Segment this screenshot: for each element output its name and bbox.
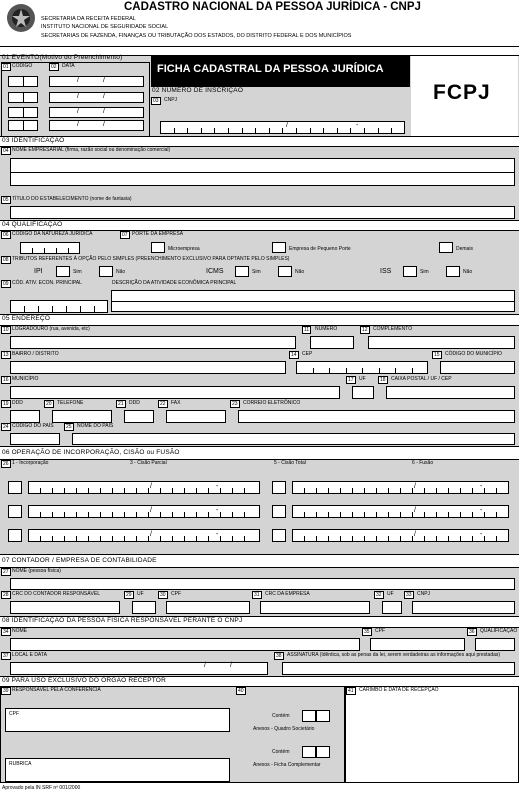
icms-nao-checkbox[interactable] [278,266,292,277]
iss-nao-checkbox[interactable] [446,266,460,277]
agency-line-1: SECRETARIA DA RECEITA FEDERAL [41,16,136,22]
section-09-title: 09 PARA USO EXCLUSIVO DO ÓRGÃO RECEPTOR [2,677,166,684]
operacao-cnpj-input[interactable] [28,529,260,542]
operacao-cnpj-input[interactable] [28,505,260,518]
qualificacao-input[interactable] [475,638,515,651]
operacao-tipo-checkbox[interactable] [8,505,22,518]
fcpj-label: FCPJ [433,81,491,104]
section-04-title: 04 QUALIFICAÇÃO [2,221,63,228]
section-06-title: 06 OPERAÇÃO DE INCORPORAÇÃO, CISÃO ou FUSÃO [2,449,180,456]
porte-micro-checkbox[interactable] [151,242,165,253]
porte-epp-checkbox[interactable] [272,242,286,253]
section-08-title: 08 IDENTIFICAÇÃO DA PESSOA FÍSICA RESPONSÁVEL PERANTE O CNPJ [2,617,243,624]
anexos-qs-digit-2[interactable] [316,710,330,722]
section-05-title: 05 ENDEREÇO [2,315,51,322]
crc-empresa-uf-input[interactable] [382,601,402,614]
operacao-tipo-checkbox[interactable] [272,481,286,494]
operacao-tipo-checkbox[interactable] [8,529,22,542]
section-02-title: 02 NÚMERO DE INSCRIÇÃO [152,87,244,94]
titulo-estabelecimento-input[interactable] [10,206,515,219]
operacao-tipo-checkbox[interactable] [272,505,286,518]
nome-pais-input[interactable] [72,433,515,445]
contador-cnpj-input[interactable] [412,601,515,614]
icms-sim-checkbox[interactable] [235,266,249,277]
porte-demais-checkbox[interactable] [439,242,453,253]
conferencia-cpf-input[interactable] [5,708,230,732]
numero-input[interactable] [310,336,354,349]
ipi-nao-checkbox[interactable] [99,266,113,277]
responsavel-nome-input[interactable] [10,638,360,651]
form-title: CADASTRO NACIONAL DA PESSOA JURÍDICA - CNPJ [124,1,421,13]
municipio-input[interactable] [10,386,340,399]
anexos-qs-digit-1[interactable] [302,710,316,722]
natureza-juridica-input[interactable] [20,242,80,254]
bairro-input[interactable] [10,361,286,374]
agency-line-3: SECRETARIAS DE FAZENDA, FINANÇAS OU TRIBUTAÇÃO DOS ESTADOS, DO DISTRITO FEDERAL E DOS MUNICÍPIOS [41,33,352,39]
ddd-fax-input[interactable] [124,410,154,423]
logradouro-input[interactable] [10,336,296,349]
republic-seal-icon [6,3,36,33]
rubrica-input[interactable] [5,758,230,782]
section-03-title: 03 IDENTIFICAÇÃO [2,137,65,144]
fax-input[interactable] [166,410,226,423]
uf-input[interactable] [352,386,374,399]
evento-data-input[interactable] [49,92,144,103]
evento-data-input[interactable] [49,76,144,87]
ipi-sim-checkbox[interactable] [56,266,70,277]
telefone-input[interactable] [52,410,112,423]
operacao-tipo-checkbox[interactable] [8,481,22,494]
crc-empresa-input[interactable] [260,601,370,614]
ddd-input[interactable] [10,410,40,423]
anexos-fc-digit-2[interactable] [316,746,330,758]
anexos-fc-digit-1[interactable] [302,746,316,758]
ficha-title: FICHA CADASTRAL DA PESSOA JURÍDICA [157,63,384,75]
crc-contador-uf-input[interactable] [132,601,156,614]
footer-note: Aprovado pela IN SRF nº 001/2000 [2,785,81,791]
cod-pais-input[interactable] [10,433,60,445]
iss-sim-checkbox[interactable] [403,266,417,277]
responsavel-cpf-input[interactable] [370,638,465,651]
agency-line-2: INSTITUTO NACIONAL DE SEGURIDADE SOCIAL [41,24,169,30]
crc-contador-input[interactable] [10,601,120,614]
contador-cpf-input[interactable] [166,601,250,614]
section-01-title: 01 EVENTO(Motivo do Preenchimento) [2,54,123,61]
caixa-postal-input[interactable] [386,386,515,399]
section-07-title: 07 CONTADOR / EMPRESA DE CONTABILIDADE [2,557,157,564]
operacao-tipo-checkbox[interactable] [272,529,286,542]
assinatura-input[interactable] [282,662,515,675]
evento-data-input[interactable] [49,120,144,131]
evento-data-input[interactable] [49,107,144,118]
contador-nome-input[interactable] [10,578,515,590]
email-input[interactable] [238,410,515,423]
operacao-cnpj-input[interactable] [28,481,260,494]
cod-municipio-input[interactable] [440,361,515,374]
complemento-input[interactable] [368,336,515,349]
